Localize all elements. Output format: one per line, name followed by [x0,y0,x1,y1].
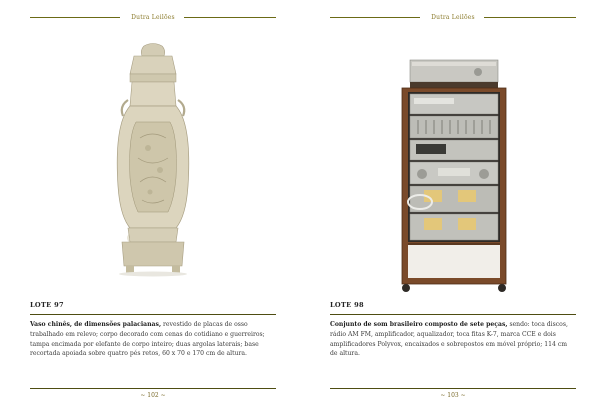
header-rule-right [484,17,576,18]
lot-title: Vaso chinês, de dimensões palacianas, [30,321,162,328]
lot-number: LOTE 98 [330,301,364,309]
page-header [330,11,576,25]
chinese-vase-photo [108,42,198,278]
header-title: Dutra Leilões [131,14,175,21]
lot-number: LOTE 97 [30,301,64,309]
lot-title: Conjunto de som brasileiro composto de sete peças, [330,321,508,328]
page-footer [30,388,276,402]
right-page [300,0,600,420]
lot-rule [30,314,276,315]
lot-description [330,320,576,359]
lot-description [30,320,276,359]
page-number: ~ 103 ~ [440,392,466,399]
lot-text: revestido de placas de osso trabalhado em relevo; corpo decorado com cenas do cotidiano e guerreiros; tampa encimada por elefante de corpo inteiro; duas argolas laterais; base recortada apoiada sobre quatro pés retos, 60 x 70 e 170 cm de altura. [30,321,265,358]
footer-rule [30,388,276,389]
page-header [30,11,276,25]
header-rule-right [184,17,276,18]
header-title: Dutra Leilões [431,14,475,21]
lot-text: sendo: toca discos, rádio AM FM, amplificador, aqualizador, toca fitas K-7, marca CCE e dois amplificadores Polyvox, encaixados e sobrepostos em móvel próprio; 114 cm de altura. [330,321,568,358]
lot-rule [330,314,576,315]
page-footer [330,388,576,402]
footer-rule [330,388,576,389]
sound-system-photo [398,58,510,296]
page-number: ~ 102 ~ [140,392,166,399]
